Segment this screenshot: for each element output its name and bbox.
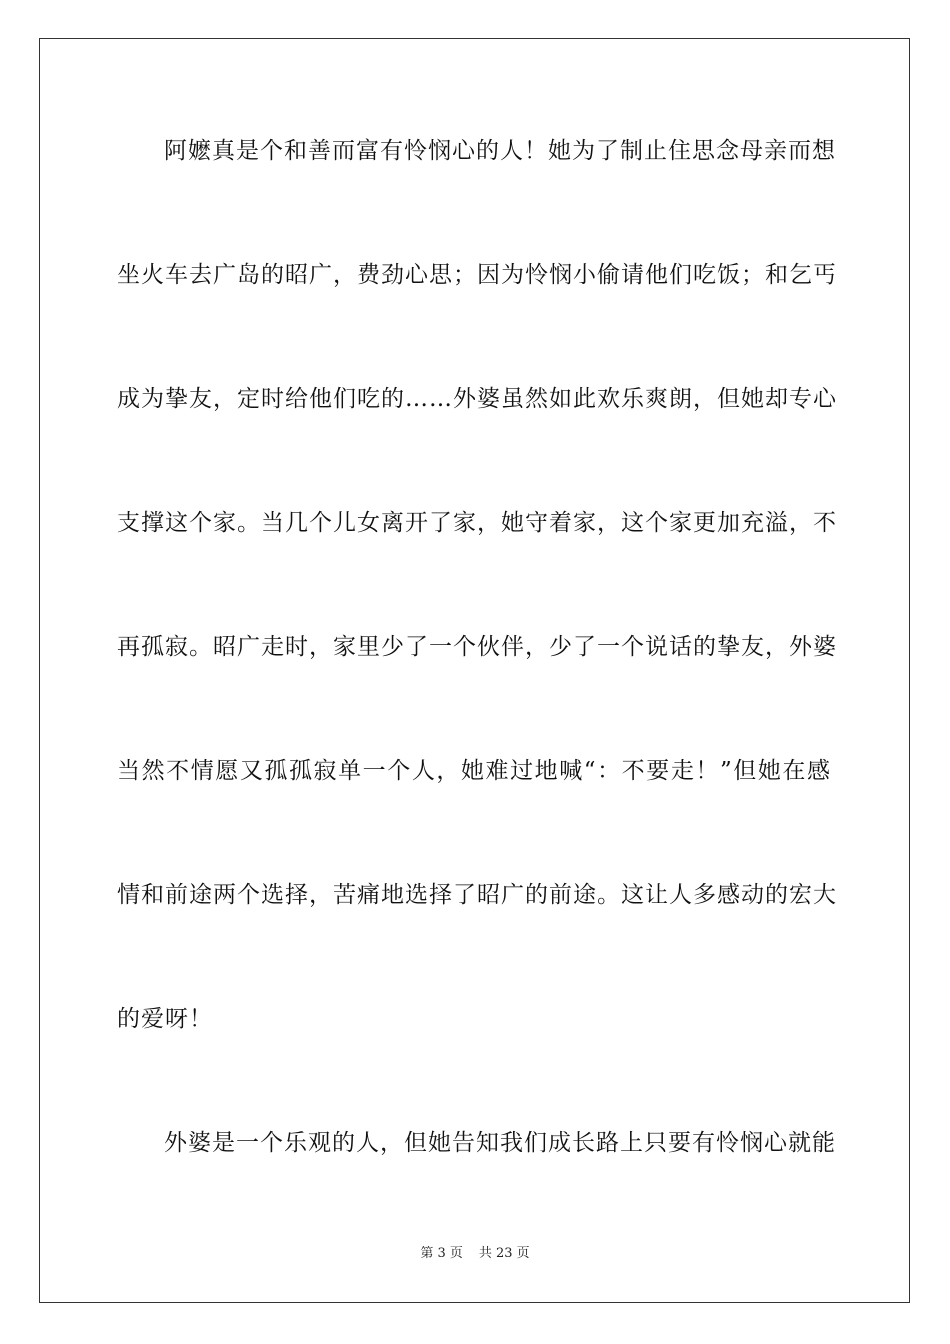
page-footer (0, 1245, 950, 1263)
paragraph-1-line-4: 支撑这个家。当几个儿女离开了家，她守着家，这个家更加充溢，不 (117, 510, 837, 536)
paragraph-1-line-5: 再孤寂。昭广走时，家里少了一个伙伴，少了一个说话的挚友，外婆 (117, 634, 837, 660)
paragraph-1-line-3: 成为挚友，定时给他们吃的……外婆虽然如此欢乐爽朗，但她却专心 (117, 386, 837, 412)
paragraph-1-line-6: 当然不情愿又孤孤寂单一个人，她难过地喊“：不要走！”但她在感 (117, 758, 831, 784)
paragraph-2-line-1: 外婆是一个乐观的人，但她告知我们成长路上只要有怜悯心就能 (164, 1130, 836, 1156)
page-number-total: 共 23 页 (478, 1246, 530, 1261)
paragraph-1-line-1: 阿嬷真是个和善而富有怜悯心的人！她为了制止住思念母亲而想 (164, 138, 836, 164)
paragraph-1-line-7: 情和前途两个选择，苦痛地选择了昭广的前途。这让人多感动的宏大 (117, 882, 837, 908)
page-number-current: 第 3 页 (420, 1246, 463, 1261)
page-border (39, 38, 910, 1303)
paragraph-1-line-2: 坐火车去广岛的昭广，费劲心思；因为怜悯小偷请他们吃饭；和乞丐 (117, 262, 837, 288)
paragraph-1-line-8: 的爱呀！ (117, 1006, 213, 1032)
